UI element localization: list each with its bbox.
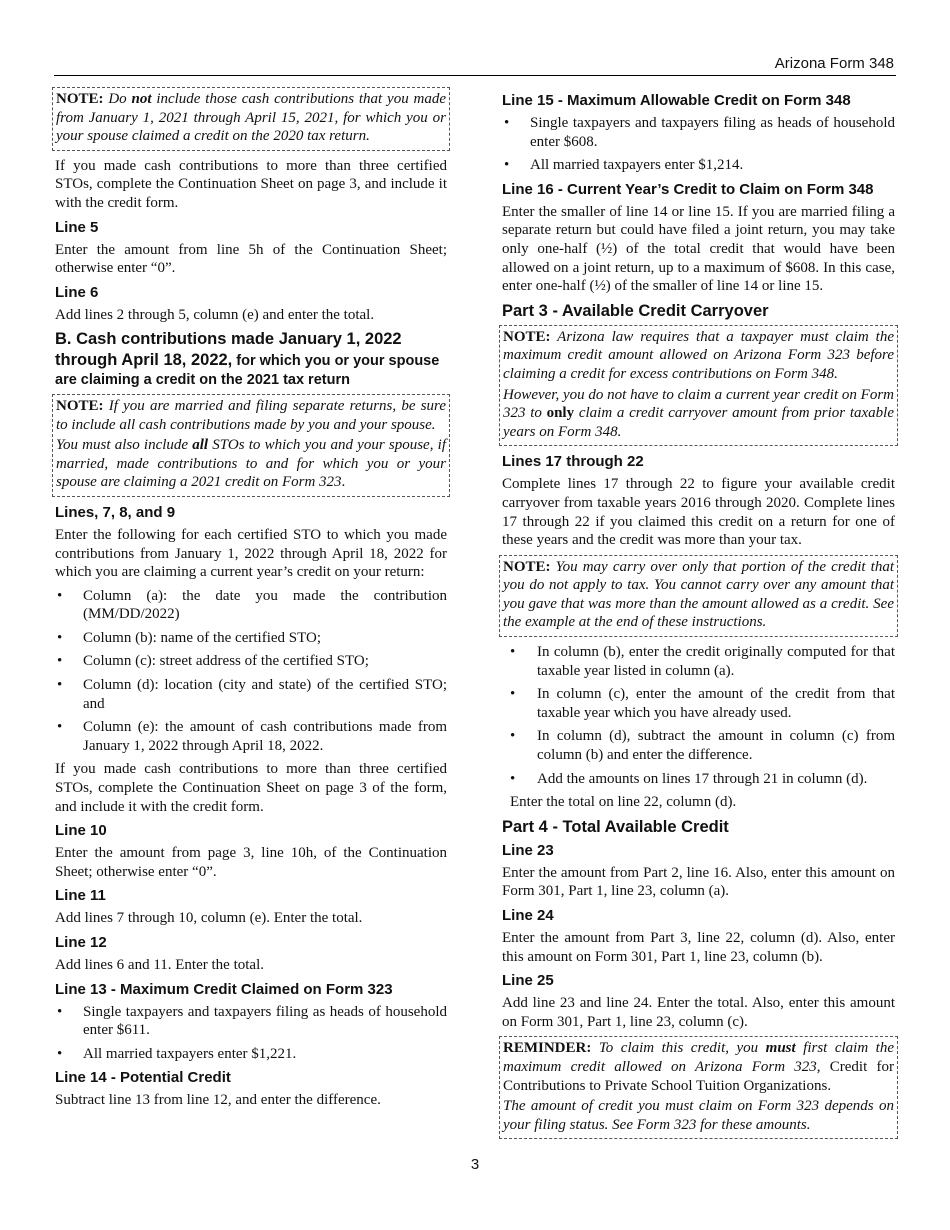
line11-text: Add lines 7 through 10, column (e). Enter the total. bbox=[55, 910, 363, 927]
right-column bbox=[502, 87, 895, 1145]
list-item: • In column (c), enter the amount of the credit from that taxable year which you have already used. bbox=[502, 685, 895, 722]
line12-text: Add lines 6 and 11. Enter the total. bbox=[55, 957, 264, 973]
column-list bbox=[55, 587, 447, 756]
list-item: • Column (a): the date you made the contribution (MM/DD/2022) bbox=[55, 587, 447, 624]
part3-heading: Part 3 - Available Credit Carryover bbox=[502, 301, 769, 320]
lines17-22-heading: Lines 17 through 22 bbox=[502, 453, 644, 471]
note-text: NOTE: Arizona law requires that a taxpayer must claim the maximum credit amount allowed on Arizona Form 323 before claiming a credit for excess contributions on Form 348. bbox=[503, 328, 894, 382]
page-number: 3 bbox=[470, 1156, 480, 1173]
form-label: Arizona Form 348 bbox=[774, 55, 894, 72]
line13-list bbox=[55, 1003, 447, 1064]
line24-text: Enter the amount from Part 3, line 22, column (d). Also, enter this amount on Form 301, Part 1, line 23, column (b). bbox=[502, 930, 895, 965]
list-item: • Add the amounts on lines 17 through 21 in column (d). bbox=[502, 770, 895, 789]
line14-text: Subtract line 13 from line 12, and enter the difference. bbox=[55, 1092, 381, 1109]
note-text: However, you do not have to claim a current year credit on Form 323 to only claim a credit carryover amount from prior taxable years on Form 348. bbox=[503, 386, 894, 440]
line16-heading: Line 16 - Current Year’s Credit to Claim on Form 348 bbox=[502, 180, 874, 198]
part4-heading: Part 4 - Total Available Credit bbox=[502, 817, 729, 836]
list-item: • Column (e): the amount of cash contributions made from January 1, 2022 through April 18, 2022. bbox=[55, 718, 447, 755]
list-item: • In column (b), enter the credit originally computed for that taxable year listed in column (a). bbox=[502, 643, 895, 680]
list-item: • Single taxpayers and taxpayers filing as heads of household enter $611. bbox=[55, 1003, 447, 1040]
line10-heading: Line 10 bbox=[55, 822, 107, 840]
section-b-heading: B. Cash contributions made January 1, 2022 through April 18, 2022, for which you or your spouse are claiming a credit on the 2021 tax return bbox=[55, 330, 440, 388]
list-item: • Column (d): location (city and state) of the certified STO; and bbox=[55, 676, 447, 713]
line24-heading: Line 24 bbox=[502, 907, 554, 924]
note-text: NOTE: Do not include those cash contributions that you made from January 1, 2021 through April 15, 2021, for which you or your spouse claimed a credit on the 2020 tax return. bbox=[56, 91, 446, 145]
line25-text: Add line 23 and line 24. Enter the total. Also, enter this amount on Form 301, Part 1, line 23, column (c). bbox=[502, 995, 895, 1030]
line15-heading: Line 15 - Maximum Allowable Credit on Form 348 bbox=[502, 92, 851, 109]
more-than-three-paragraph: If you made cash contributions to more than three certified STOs, complete the Continuation Sheet on page 3 of the form, and include it with the credit form. bbox=[55, 761, 447, 815]
line13-heading: Line 13 - Maximum Credit Claimed on Form 323 bbox=[55, 980, 393, 998]
note-box-married bbox=[52, 394, 450, 497]
line6-heading: Line 6 bbox=[55, 283, 99, 301]
more-than-three-paragraph: If you made cash contributions to more than three certified STOs, complete the Continuation Sheet on page 3, and include it with the credit form. bbox=[55, 157, 447, 211]
header-rule bbox=[54, 75, 896, 76]
line16-text: Enter the smaller of line 14 or line 15. If you are married filing a separate return but could have filed a joint return, you may take only one-half (½) of the total credit that would have been allowed on a joint return, up to a maximum of $608. In this case, enter one-half (½) of the smaller of line 14 or line 15. bbox=[502, 203, 895, 295]
line11-heading: Line 11 bbox=[55, 887, 106, 905]
enter-total-text: Enter the total on line 22, column (d). bbox=[510, 794, 737, 811]
line15-list bbox=[502, 114, 895, 175]
list-item: • Column (c): street address of the certified STO; bbox=[55, 652, 447, 671]
note-box-carryover bbox=[499, 555, 898, 637]
note-text: NOTE: You may carry over only that portion of the credit that you do not apply to tax. You cannot carry over any amount that you gave that was more than the amount allowed as a credit. See the example at the end of these instructions. bbox=[503, 558, 894, 631]
lines789-heading: Lines, 7, 8, and 9 bbox=[55, 503, 176, 521]
reminder-text: REMINDER: To claim this credit, you must first claim the maximum credit allowed on Arizona Form 323, Credit for Contributions to Private School Tuition Organizations. bbox=[503, 1040, 894, 1094]
lines789-intro: Enter the following for each certified STO to which you made contributions from January 1, 2022 through April 18, 2022 for which you are claiming a current year’s credit on your return: bbox=[55, 526, 447, 581]
reminder-text: The amount of credit you must claim on Form 323 depends on your filing status. See Form 323 for these amounts. bbox=[503, 1098, 894, 1133]
line6-text: Add lines 2 through 5, column (e) and enter the total. bbox=[55, 306, 375, 323]
list-item: • All married taxpayers enter $1,221. bbox=[55, 1045, 447, 1064]
line12-heading: Line 12 bbox=[55, 934, 107, 951]
list-item: • In column (d), subtract the amount in column (c) from column (b) and enter the difference. bbox=[502, 727, 895, 764]
note-box-2020 bbox=[52, 87, 450, 151]
note-box-arizona-law bbox=[499, 325, 898, 447]
line14-heading: Line 14 - Potential Credit bbox=[55, 1069, 231, 1087]
note-text: You must also include all STOs to which you and your spouse, if married, made contributions to and for which you or your spouse are claiming a 2021 credit on Form 323. bbox=[56, 437, 446, 491]
line5-text: Enter the amount from line 5h of the Continuation Sheet; otherwise enter “0”. bbox=[55, 241, 447, 277]
line10-text: Enter the amount from page 3, line 10h, of the Continuation Sheet; otherwise enter “0”. bbox=[55, 845, 447, 880]
list-item: • All married taxpayers enter $1,214. bbox=[502, 156, 895, 175]
note-text: NOTE: If you are married and filing separate returns, be sure to include all cash contributions made by you and your spouse. bbox=[56, 397, 446, 433]
carryover-list bbox=[502, 643, 895, 788]
reminder-box bbox=[499, 1036, 898, 1139]
line5-heading: Line 5 bbox=[55, 218, 99, 236]
line23-text: Enter the amount from Part 2, line 16. Also, enter this amount on Form 301, Part 1, line 23, column (a). bbox=[502, 864, 895, 900]
list-item: • Column (b): name of the certified STO; bbox=[55, 629, 447, 648]
left-column bbox=[55, 87, 447, 1115]
line25-heading: Line 25 bbox=[502, 972, 554, 990]
list-item: • Single taxpayers and taxpayers filing as heads of household enter $608. bbox=[502, 114, 895, 151]
line23-heading: Line 23 bbox=[502, 841, 554, 859]
lines17-22-text: Complete lines 17 through 22 to figure your available credit carryover from taxable years 2016 through 2020. Complete lines 17 through 22 if you claimed this credit on a return for one of these years and the credit was more than your tax. bbox=[502, 476, 895, 549]
